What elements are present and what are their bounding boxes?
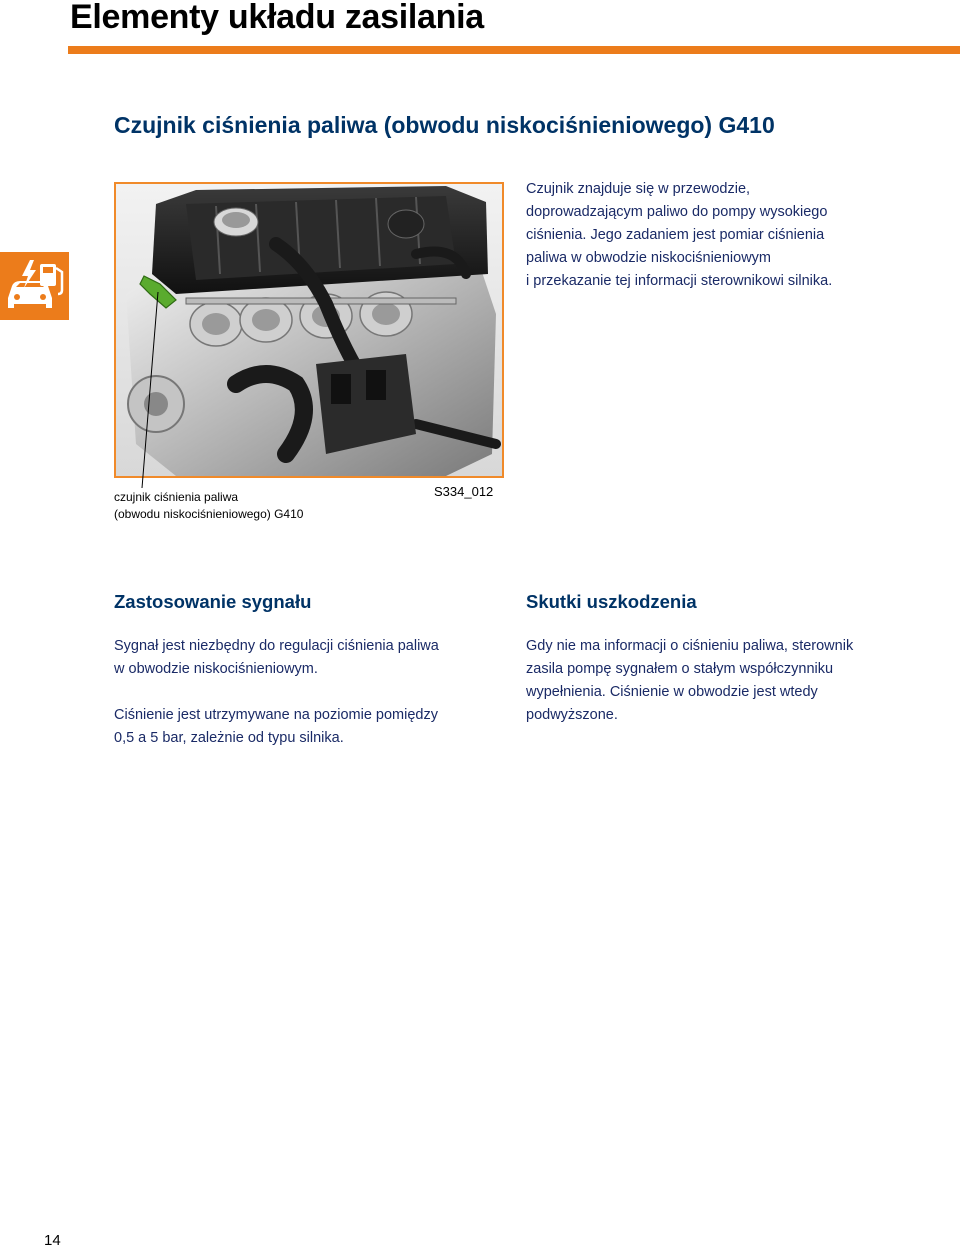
fuel-pump-electric-icon [0,252,69,320]
signal-use-line: Sygnał jest niezbędny do regulacji ciśnienia paliwa [114,638,439,654]
figure-code: S334_012 [434,484,494,499]
signal-use-heading: Zastosowanie sygnału [114,591,312,612]
intro-line: doprowadzającym paliwo do pompy wysokiego [526,204,828,220]
signal-use-line: 0,5 a 5 bar, zależnie od typu silnika. [114,730,344,746]
intro-line: Czujnik znajduje się w przewodzie, [526,181,751,197]
figure-caption [114,489,303,523]
intro-line: i przekazanie tej informacji sterownikowi silnika. [526,273,833,289]
failure-effects-heading: Skutki uszkodzenia [526,591,697,612]
signal-use-line: w obwodzie niskociśnieniowym. [114,661,318,677]
section-title: Czujnik ciśnienia paliwa (obwodu niskociśnieniowego) G410 [114,112,775,138]
signal-use-paragraph-2 [114,704,514,750]
failure-effects-line: podwyższone. [526,707,618,723]
failure-effects-line: wypełnienia. Ciśnienie w obwodzie jest wtedy [526,684,818,700]
failure-effects-paragraph [526,635,946,727]
page-number: 14 [44,1232,61,1249]
engine-figure [114,182,504,478]
page-title: Elementy układu zasilania [70,0,484,36]
chapter-badge [0,252,69,320]
figure-caption-line: czujnik ciśnienia paliwa [114,490,239,504]
page-header [68,0,960,56]
figure-caption-line: (obwodu niskociśnieniowego) G410 [114,507,304,521]
failure-effects-line: zasila pompę sygnałem o stałym współczynniku [526,661,834,677]
header-rule [68,46,960,54]
failure-effects-line: Gdy nie ma informacji o ciśnieniu paliwa, sterownik [526,638,854,654]
intro-paragraph [526,178,946,293]
intro-line: paliwa w obwodzie niskociśnieniowym [526,250,771,266]
intro-line: ciśnienia. Jego zadaniem jest pomiar ciśnienia [526,227,825,243]
signal-use-line: Ciśnienie jest utrzymywane na poziomie pomiędzy [114,707,438,723]
engine-illustration [116,184,502,476]
signal-use-paragraph-1 [114,635,514,681]
